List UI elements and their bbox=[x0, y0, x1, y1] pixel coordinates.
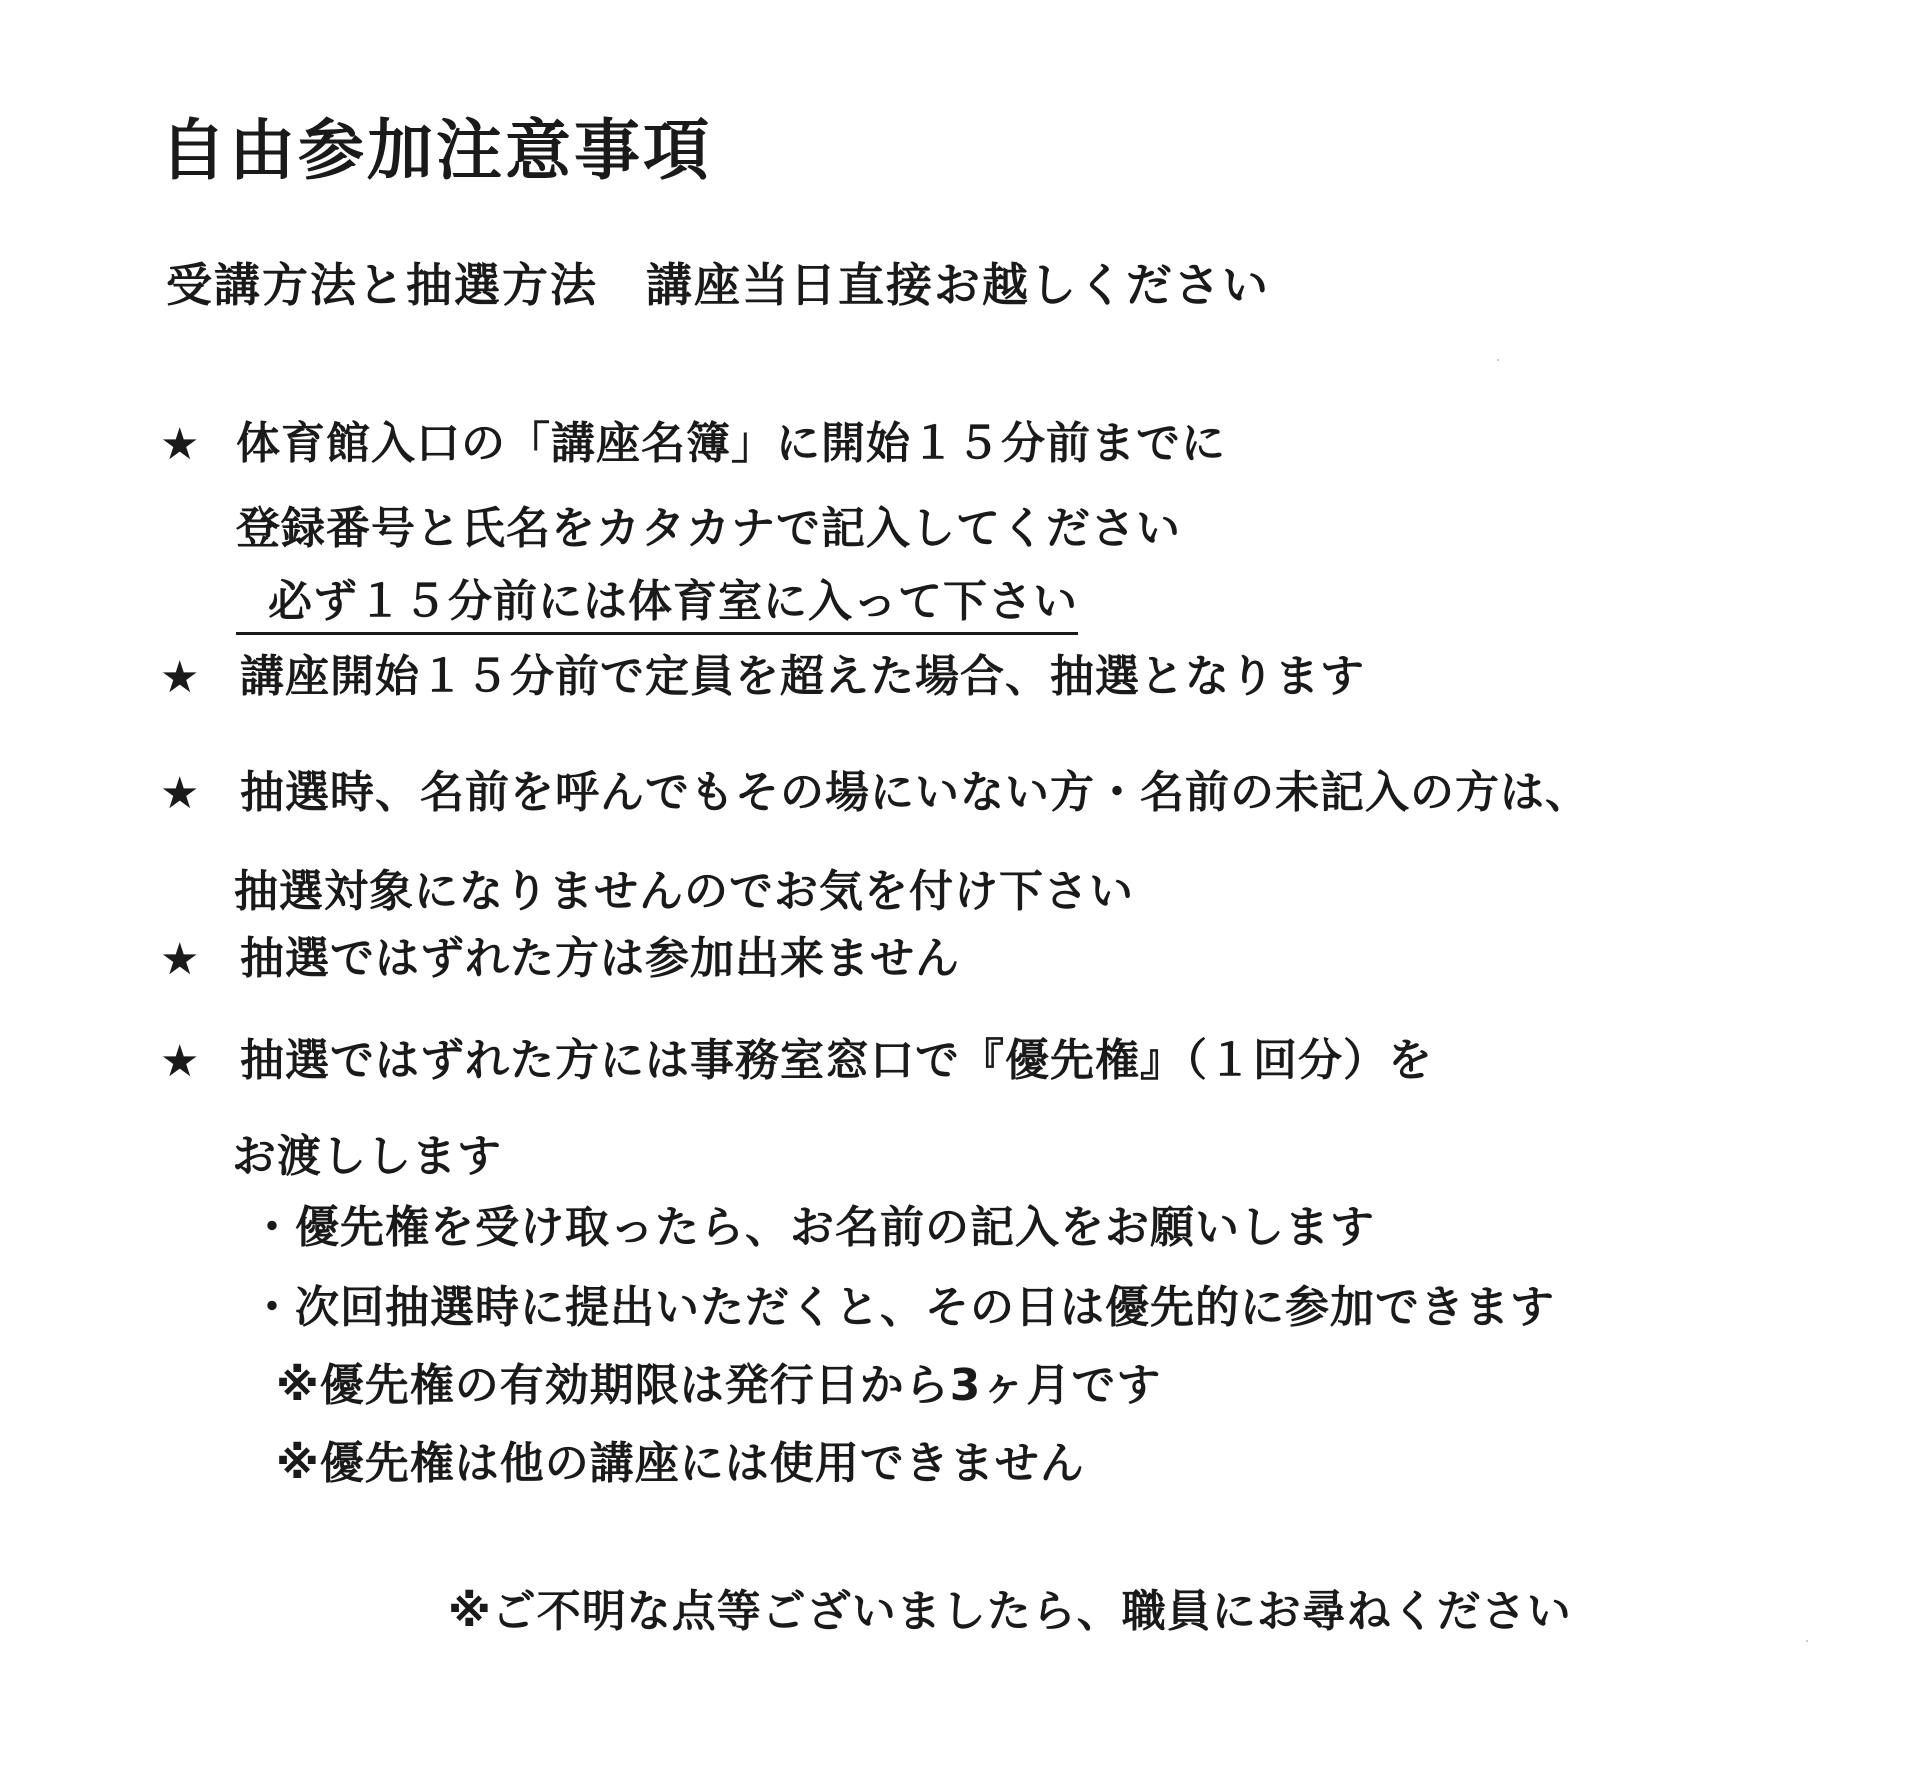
item-4-line-1: 抽選ではずれた方は参加出来ません bbox=[240, 933, 960, 984]
scan-speck bbox=[1497, 359, 1499, 361]
star-bullet-icon: ★ bbox=[160, 652, 200, 703]
item-5-note-2: ※優先権は他の講座には使用できません bbox=[276, 1438, 1085, 1489]
item-5-line-2: お渡しします bbox=[232, 1131, 502, 1182]
item-1-line-2: 登録番号と氏名をカタカナで記入してください bbox=[236, 503, 1181, 554]
item-5-note-1: ※優先権の有効期限は発行日から3ヶ月です bbox=[276, 1360, 1162, 1411]
item-2-line-1: 講座開始１５分前で定員を超えた場合、抽選となります bbox=[240, 651, 1365, 702]
item-5-bullet-2: ・次回抽選時に提出いただくと、その日は優先的に参加できます bbox=[250, 1282, 1555, 1333]
star-bullet-icon: ★ bbox=[160, 1036, 200, 1087]
scan-speck bbox=[1806, 1640, 1808, 1642]
item-5-bullet-1: ・優先権を受け取ったら、お名前の記入をお願いします bbox=[250, 1202, 1375, 1253]
star-bullet-icon: ★ bbox=[160, 419, 200, 470]
item-5-line-1: 抽選ではずれた方には事務室窓口で『優先権』（１回分）を bbox=[240, 1035, 1433, 1086]
page-subtitle: 受講方法と抽選方法 講座当日直接お越しください bbox=[166, 258, 1270, 312]
item-1-line-1: 体育館入口の「講座名簿」に開始１５分前までに bbox=[236, 418, 1226, 469]
page-title: 自由参加注意事項 bbox=[160, 112, 712, 189]
item-3-line-1: 抽選時、名前を呼んでもその場にいない方・名前の未記入の方は、 bbox=[240, 767, 1590, 818]
item-3-line-2: 抽選対象になりませんのでお気を付け下さい bbox=[234, 866, 1134, 917]
star-bullet-icon: ★ bbox=[160, 934, 200, 985]
footer-note: ※ご不明な点等ございましたら、職員にお尋ねください bbox=[448, 1586, 1572, 1637]
star-bullet-icon: ★ bbox=[160, 768, 200, 819]
item-1-emphasis: 必ず１５分前には体育室に入って下さい bbox=[236, 580, 1078, 635]
